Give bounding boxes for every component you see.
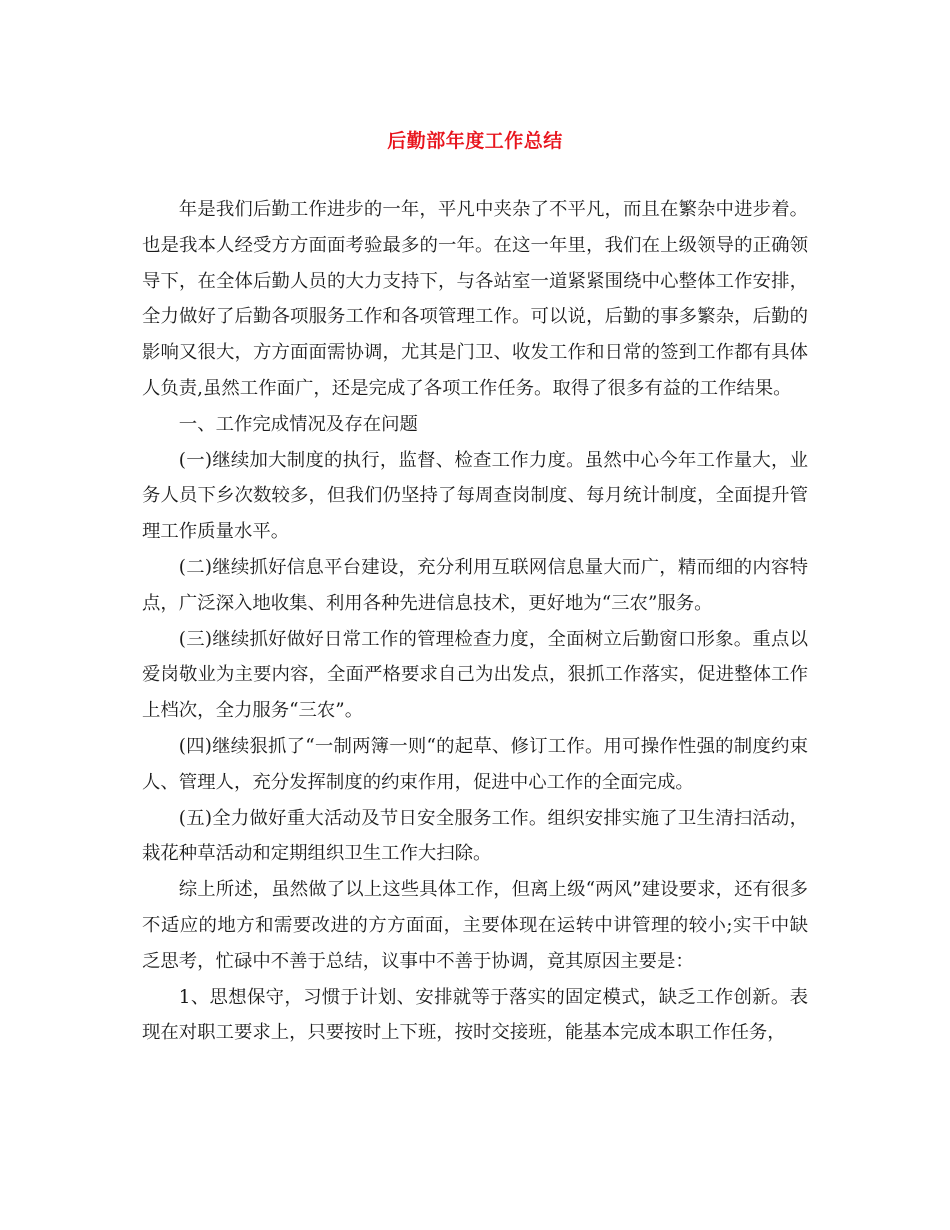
paragraph-summary: 综上所述，虽然做了以上这些具体工作，但离上级“两风”建设要求，还有很多不适应的地方和需要改进的方方面面，主要体现在运转中讲管理的较小;实干中缺乏思考，忙碌中不善于总结，议事中不善于协调，竟其原因主要是： xyxy=(142,879,808,972)
paragraph-item-2: (二)继续抓好信息平台建设，充分利用互联网信息量大而广，精而细的内容特点，广泛深入地收集、利用各种先进信息技术，更好地为“三农”服务。 xyxy=(142,556,808,614)
paragraph-item-4: (四)继续狠抓了“一制两簿一则“的起草、修订工作。用可操作性强的制度约束人、管理人，充分发挥制度的约束作用，促进中心工作的全面完成。 xyxy=(142,735,808,793)
paragraph-reason-1: 1、思想保守，习惯于计划、安排就等于落实的固定模式，缺乏工作创新。表现在对职工要求上，只要按时上下班，按时交接班，能基本完成本职工作任务， xyxy=(142,986,808,1044)
document-title: 后勤部年度工作总结 xyxy=(387,130,563,152)
paragraph-item-5: (五)全力做好重大活动及节日安全服务工作。组织安排实施了卫生清扫活动，栽花种草活动和定期组织卫生工作大扫除。 xyxy=(142,807,808,865)
paragraph-item-3: (三)继续抓好做好日常工作的管理检查力度，全面树立后勤窗口形象。重点以爱岗敬业为主要内容，全面严格要求自己为出发点，狠抓工作落实，促进整体工作上档次，全力服务“三农”。 xyxy=(142,628,808,722)
paragraph-intro: 年是我们后勤工作进步的一年，平凡中夹杂了不平凡，而且在繁杂中进步着。也是我本人经受方方面面考验最多的一年。在这一年里，我们在上级领导的正确领导下，在全体后勤人员的大力支持下，与各站室一道紧紧围绕中心整体工作安排，全力做好了后勤各项服务工作和各项管理工作。可以说，后勤的事多繁杂，后勤的影响又很大，方方面面需协调，尤其是门卫、收发工作和日常的签到工作都有具体人负责,虽然工作面广，还是完成了各项工作任务。取得了很多有益的工作结果。 xyxy=(142,199,808,399)
document-body xyxy=(142,192,808,1051)
section-heading-1: 一、工作完成情况及存在问题 xyxy=(178,413,418,435)
paragraph-item-1: (一)继续加大制度的执行，监督、检查工作力度。虽然中心今年工作量大，业务人员下乡次数较多，但我们仍坚持了每周查岗制度、每月统计制度，全面提升管理工作质量水平。 xyxy=(142,449,808,543)
